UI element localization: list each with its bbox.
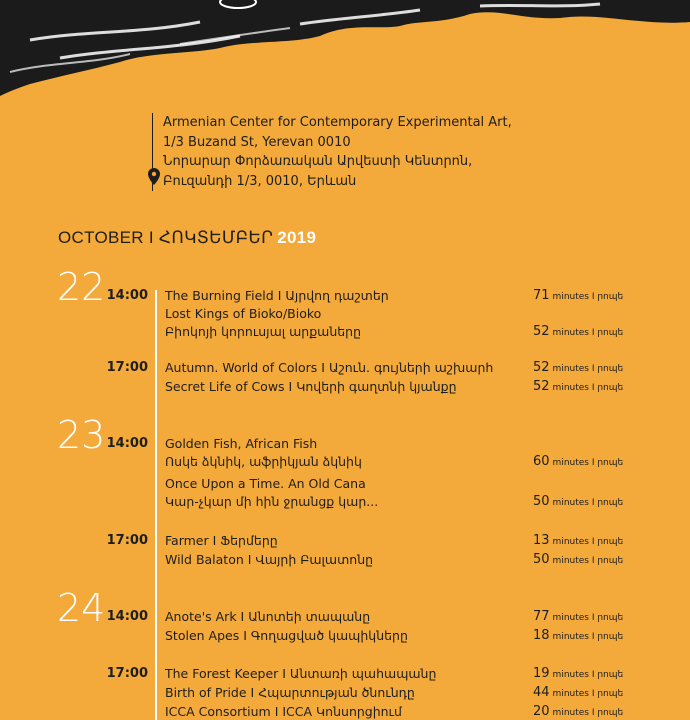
film-title: The Forest Keeper I Անտառի պահապանը <box>165 666 437 681</box>
slot-time: 14:00 <box>106 609 148 624</box>
slot-time: 17:00 <box>106 360 148 375</box>
film-title: Autumn. World of Colors I Աշուն. գույների աշխարհ <box>165 360 494 375</box>
film-title: Lost Kings of Bioko/Bioko <box>165 306 322 321</box>
film-title: Anote's Ark I Անոտեի տապանը <box>165 609 371 624</box>
header-brushstroke-art <box>0 0 690 100</box>
film-title: Secret Life of Cows I Կովերի գաղտնի կյանքը <box>165 379 457 394</box>
film-title-armenian: Ոսկե ձկնիկ, աֆրիկյան ձկնիկ <box>165 454 362 469</box>
film-title: Once Upon a Time. An Old Cana <box>165 476 366 491</box>
film-duration: 60 minutes I րոպե <box>533 454 624 469</box>
venue-line-1: Armenian Center for Contemporary Experimental Art, <box>163 115 512 130</box>
film-duration: 19 minutes I րոպե <box>533 666 624 681</box>
film-title: Wild Balaton I Վայրի Բալատոնը <box>165 552 374 567</box>
film-duration: 52 minutes I րոպե <box>533 324 624 339</box>
slot-time: 14:00 <box>106 436 148 451</box>
film-duration: 71 minutes I րոպե <box>533 288 624 303</box>
film-duration: 50 minutes I րոպե <box>533 552 624 567</box>
film-title: Stolen Apes I Գողացված կապիկները <box>165 628 408 643</box>
film-duration: 44 minutes I րոպե <box>533 685 624 700</box>
film-title: The Burning Field I Այրվող դաշտեր <box>165 288 389 303</box>
month-label: OCTOBER I ՀՈԿՏԵՄԲԵՐ <box>58 228 274 247</box>
month-heading <box>58 228 316 248</box>
film-duration: 20 minutes I րոպե <box>533 704 624 719</box>
film-duration: 18 minutes I րոպե <box>533 628 624 643</box>
venue-line-3: Նորարար Փորձառական Արվեստի Կենտրոն, <box>163 154 473 169</box>
film-duration: 50 minutes I րոպե <box>533 494 624 509</box>
slot-time: 17:00 <box>106 533 148 548</box>
venue-address <box>152 113 512 191</box>
film-duration: 77 minutes I րոպե <box>533 609 624 624</box>
venue-line-4: Բուզանդի 1/3, 0010, Երևան <box>163 173 357 189</box>
slot-time: 14:00 <box>106 288 148 303</box>
film-duration: 52 minutes I րոպե <box>533 360 624 375</box>
film-title: Birth of Pride I Հպարտության ծնունդը <box>165 685 415 700</box>
venue-line-2: 1/3 Buzand St, Yerevan 0010 <box>163 134 351 150</box>
film-title-armenian: Բիոկոյի կորուսյալ արքաները <box>165 324 362 339</box>
timeline-divider <box>155 290 157 720</box>
location-pin-icon <box>148 168 160 185</box>
film-title: Golden Fish, African Fish <box>165 436 318 451</box>
slot-time: 17:00 <box>106 666 148 681</box>
day-number: 22 <box>57 265 106 309</box>
day-number: 23 <box>57 413 106 457</box>
day-number: 24 <box>57 586 106 630</box>
film-title-armenian: Կար-չկար մի հին ջրանցք կար... <box>165 494 379 509</box>
film-duration: 52 minutes I րոպե <box>533 379 624 394</box>
month-year: 2019 <box>277 228 317 247</box>
film-duration: 13 minutes I րոպե <box>533 533 624 548</box>
film-title: ICCA Consortium I ICCA Կոնսորցիում <box>165 704 402 719</box>
film-title: Farmer I Ֆերմերը <box>165 533 278 548</box>
